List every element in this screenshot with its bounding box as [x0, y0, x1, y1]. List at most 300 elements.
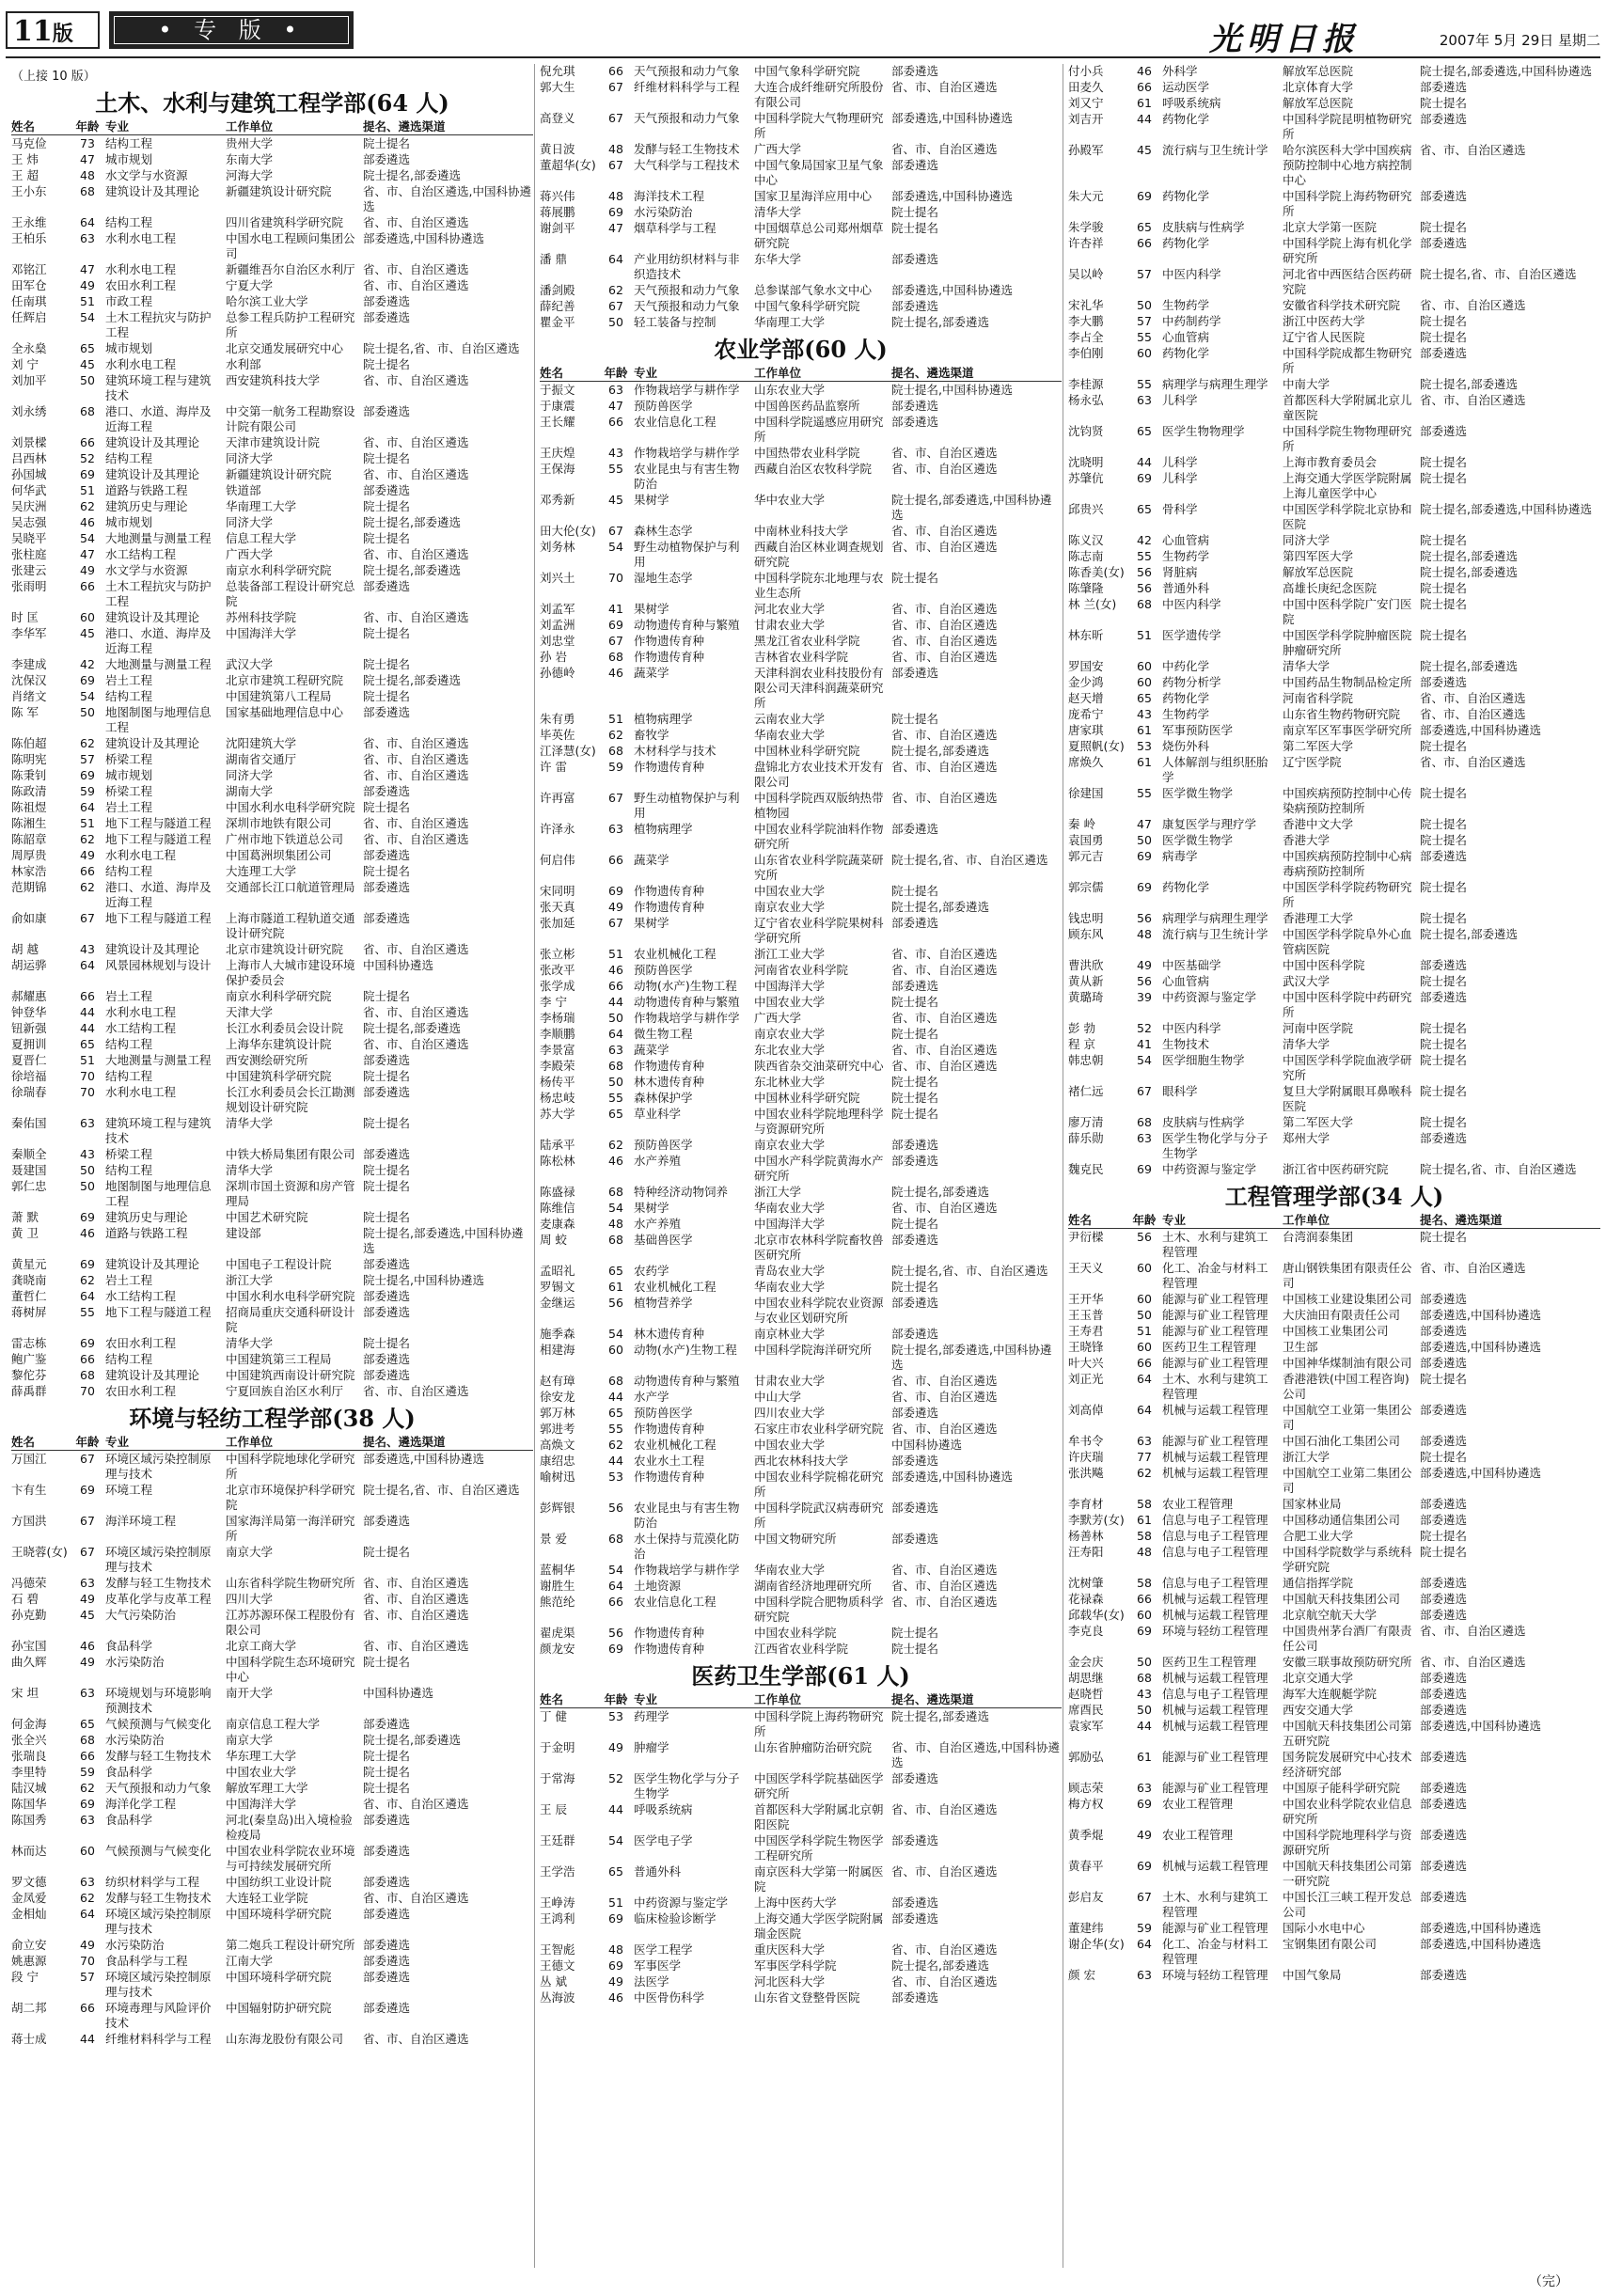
person-specialty: 药物化学: [1162, 189, 1210, 203]
table-row: [1068, 1162, 1600, 1177]
person-specialty: 皮肤病与性病学: [1162, 1115, 1245, 1129]
person-channel: 部委遴选: [891, 1454, 939, 1468]
person-specialty: 信息与电子工程管理: [1162, 1576, 1268, 1590]
person-employer: 香港港铁(中国工程咨询)公司: [1283, 1372, 1409, 1401]
person-age: 46: [80, 1639, 95, 1653]
person-channel: 院士提名: [891, 571, 939, 585]
table-row: [540, 142, 1062, 157]
person-channel: 院士提名,省、市、自治区遴选: [891, 1264, 1048, 1278]
person-channel: 部委遴选: [1420, 990, 1468, 1004]
person-channel: 中国科协遴选: [363, 1686, 434, 1700]
person-employer: 中国农业大学: [754, 1438, 826, 1452]
person-age: 51: [1137, 628, 1152, 642]
person-specialty: 医学生物化学与分子生物学: [634, 1771, 740, 1801]
person-specialty: 纺织材料学与工程: [105, 1875, 200, 1889]
person-channel: 院士提名,部委遴选: [1420, 659, 1518, 673]
person-employer: 四川农业大学: [754, 1406, 826, 1420]
person-specialty: 呼吸系统病: [634, 1802, 693, 1816]
person-name: 李杨瑞: [540, 1011, 575, 1025]
person-name: 林家浩: [11, 864, 47, 878]
person-employer: 江南大学: [226, 1954, 274, 1968]
person-age: 59: [80, 1765, 95, 1779]
person-age: 59: [608, 760, 623, 774]
person-channel: 院士提名: [363, 1163, 411, 1177]
person-channel: 部委遴选: [891, 1327, 939, 1341]
table-row: [11, 467, 533, 482]
person-name: 任辉启: [11, 310, 47, 324]
person-channel: 部委遴选,中国科协遴选: [891, 1470, 1013, 1484]
person-name: 康绍忠: [540, 1454, 575, 1468]
person-age: 64: [1137, 1937, 1152, 1951]
person-specialty: 作物栽培学与耕作学: [634, 1563, 740, 1577]
person-channel: 院士提名: [1420, 1037, 1468, 1051]
person-name: 薛禹群: [11, 1384, 47, 1398]
person-channel: 部委遴选: [1420, 1356, 1468, 1370]
table-row: [540, 158, 1062, 188]
person-name: 张天真: [540, 900, 575, 914]
person-channel: 部委遴选: [1420, 1497, 1468, 1511]
person-employer: 东南大学: [226, 152, 274, 166]
table-row: [540, 1595, 1062, 1625]
column-header: 姓名: [540, 366, 564, 380]
person-channel: 省、市、自治区遴选: [363, 816, 469, 830]
person-employer: 广西大学: [754, 142, 802, 156]
person-age: 67: [608, 791, 623, 805]
person-name: 黄春平: [1068, 1859, 1104, 1873]
person-channel: 院士提名: [363, 689, 411, 703]
person-employer: 南京信息工程大学: [226, 1717, 321, 1731]
person-age: 67: [80, 1545, 95, 1559]
person-specialty: 水产学: [634, 1390, 669, 1404]
person-employer: 中国医学科学院肿瘤医院肿瘤研究所: [1283, 628, 1412, 657]
person-employer: 山东省农业科学院蔬菜研究所: [754, 853, 884, 882]
person-specialty: 环境区域污染控制原理与技术: [105, 1970, 212, 1999]
person-employer: 第二炮兵工程设计研究所: [226, 1938, 355, 1952]
person-employer: 辽宁省人民医院: [1283, 330, 1365, 344]
person-name: 杨忠岐: [540, 1091, 575, 1105]
person-name: 李伯刚: [1068, 346, 1104, 360]
person-specialty: 眼科学: [1162, 1084, 1198, 1098]
person-name: 于振文: [540, 383, 575, 397]
person-age: 50: [1137, 1655, 1152, 1669]
person-name: 陈秉钊: [11, 768, 47, 782]
person-employer: 江西省农业科学院: [754, 1642, 849, 1656]
person-channel: 部委遴选: [1420, 1671, 1468, 1685]
person-channel: 中国科协遴选: [891, 1438, 963, 1452]
person-specialty: 医学生物物理学: [1162, 424, 1245, 438]
person-channel: 省、市、自治区遴选: [363, 832, 469, 846]
person-age: 69: [80, 673, 95, 687]
person-employer: 宁夏回族自治区水利厅: [226, 1384, 344, 1398]
table-row: [1068, 1624, 1600, 1654]
person-specialty: 湿地生态学: [634, 571, 693, 585]
section-agriculture: [540, 336, 1062, 1657]
table-row: [1068, 927, 1600, 957]
person-name: 蒋树屏: [11, 1305, 47, 1319]
person-specialty: 结构工程: [105, 864, 153, 878]
table-row: [11, 1210, 533, 1225]
person-channel: 省、市、自治区遴选: [363, 1891, 469, 1905]
person-employer: 中国农业科学院油料作物研究所: [754, 822, 884, 851]
person-channel: 院士提名: [363, 800, 411, 814]
person-name: 倪允琪: [540, 64, 575, 78]
person-age: 60: [1137, 346, 1152, 360]
person-employer: 清华大学: [226, 1116, 274, 1130]
person-age: 57: [80, 1970, 95, 1984]
person-age: 53: [608, 1709, 623, 1723]
person-name: 李默芳(女): [1068, 1513, 1125, 1527]
person-age: 69: [1137, 1797, 1152, 1811]
person-age: 60: [1137, 1608, 1152, 1622]
table-row: [11, 373, 533, 403]
person-employer: 清华大学: [226, 1163, 274, 1177]
person-channel: 院士提名,省、市、自治区遴选: [363, 1483, 520, 1497]
table-row: [11, 848, 533, 863]
person-name: 苏肇伉: [1068, 471, 1104, 485]
person-channel: 部委遴选: [1420, 1292, 1468, 1306]
person-age: 55: [1137, 786, 1152, 800]
person-specialty: 桥梁工程: [105, 784, 153, 798]
person-channel: 省、市、自治区遴选: [891, 947, 998, 961]
person-employer: 郑州大学: [1283, 1131, 1330, 1145]
table-row: [540, 1642, 1062, 1657]
person-specialty: 微生物工程: [634, 1027, 693, 1041]
table-row: [11, 404, 533, 434]
person-name: 王长耀: [540, 415, 575, 429]
person-name: 梅方权: [1068, 1797, 1104, 1811]
column-header: 姓名: [1068, 1213, 1093, 1227]
person-name: 金会庆: [1068, 1655, 1104, 1669]
person-specialty: 作物遗传育种: [634, 1626, 705, 1640]
person-specialty: 生物药学: [1162, 298, 1210, 312]
person-specialty: 医学微生物学: [1162, 833, 1234, 847]
person-age: 70: [80, 1384, 95, 1398]
person-specialty: 水文学与水资源: [105, 168, 188, 182]
person-employer: 北京航空航天大学: [1283, 1608, 1378, 1622]
person-channel: 部委遴选: [1420, 1968, 1468, 1982]
person-channel: 部委遴选: [363, 784, 411, 798]
person-age: 64: [608, 1579, 623, 1593]
person-age: 47: [80, 547, 95, 561]
table-row: [11, 136, 533, 151]
person-employer: 中国艺术研究院: [226, 1210, 308, 1224]
person-specialty: 植物营养学: [634, 1296, 693, 1310]
person-channel: 院士提名: [891, 1075, 939, 1089]
person-name: 李 宁: [540, 995, 567, 1009]
person-channel: 院士提名: [1420, 581, 1468, 595]
table-row: [540, 634, 1062, 649]
person-name: 徐安龙: [540, 1390, 575, 1404]
table-row: [11, 499, 533, 514]
person-name: 胡 越: [11, 942, 39, 956]
person-name: 黄璐琦: [1068, 990, 1104, 1004]
table-row: [540, 853, 1062, 883]
person-specialty: 康复医学与理疗学: [1162, 817, 1257, 831]
person-name: 金少鸿: [1068, 675, 1104, 689]
person-age: 66: [80, 435, 95, 449]
person-channel: 省、市、自治区遴选: [1420, 1624, 1526, 1638]
person-channel: 省、市、自治区遴选: [891, 446, 998, 460]
person-employer: 河北农业大学: [754, 602, 826, 616]
person-specialty: 流行病与卫生统计学: [1162, 927, 1268, 941]
person-employer: 河南省科学院: [1283, 691, 1354, 705]
person-age: 66: [608, 415, 623, 429]
person-channel: 部委遴选,中国科协遴选: [363, 231, 484, 245]
person-specialty: 海洋环境工程: [105, 1514, 177, 1528]
person-name: 江泽慧(女): [540, 744, 596, 758]
person-specialty: 农田水利工程: [105, 278, 177, 292]
person-employer: 宝钢集团有限公司: [1283, 1937, 1378, 1951]
person-age: 55: [608, 1091, 623, 1105]
person-name: 黄从新: [1068, 974, 1104, 988]
person-employer: 铁道部: [226, 483, 261, 497]
person-name: 施季森: [540, 1327, 575, 1341]
person-channel: 院士提名,部委遴选,中国科协遴选: [891, 493, 1052, 522]
person-specialty: 作物遗传育种: [634, 760, 705, 774]
table-row: [1068, 659, 1600, 674]
person-name: 田大伦(女): [540, 524, 596, 538]
person-name: 邓铭江: [11, 262, 47, 276]
section-environment-part2: [540, 64, 1062, 330]
table-row: [11, 262, 533, 277]
person-channel: 院士提名,部委遴选: [363, 1021, 461, 1035]
person-age: 42: [1137, 533, 1152, 547]
person-specialty: 中医内科学: [1162, 1021, 1221, 1035]
person-employer: 中国纺织工业设计院: [226, 1875, 332, 1889]
table-row: [540, 1974, 1062, 1989]
person-name: 郭进考: [540, 1422, 575, 1436]
person-age: 49: [80, 1938, 95, 1952]
person-name: 方国洪: [11, 1514, 47, 1528]
person-specialty: 纤维材料科学与工程: [105, 2032, 212, 2046]
person-specialty: 预防兽医学: [634, 963, 693, 977]
person-channel: 省、市、自治区遴选: [891, 1011, 998, 1025]
person-age: 65: [80, 1717, 95, 1731]
person-age: 41: [608, 602, 623, 616]
person-channel: 部委遴选: [891, 1833, 939, 1848]
person-specialty: 药物化学: [1162, 691, 1210, 705]
person-name: 许杏祥: [1068, 236, 1104, 250]
person-specialty: 儿科学: [1162, 471, 1198, 485]
table-row: [540, 1296, 1062, 1326]
person-name: 王永维: [11, 215, 47, 229]
person-channel: 部委遴选: [363, 1289, 411, 1303]
table-row: [11, 1592, 533, 1607]
person-employer: 中国科学院遥感应用研究所: [754, 415, 884, 444]
person-name: 夏照帆(女): [1068, 739, 1125, 753]
person-employer: 南京军区军事医学研究所: [1283, 723, 1412, 737]
person-channel: 省、市、自治区遴选: [891, 1802, 998, 1816]
person-specialty: 海洋化学工程: [105, 1797, 177, 1811]
table-row: [540, 1059, 1062, 1074]
person-name: 郭宗儒: [1068, 880, 1104, 894]
person-name: 沈树肇: [1068, 1576, 1104, 1590]
table-row: [1068, 143, 1600, 188]
person-name: 刘景樑: [11, 435, 47, 449]
person-name: 刘孟军: [540, 602, 575, 616]
person-age: 49: [608, 900, 623, 914]
person-name: 鲍广鉴: [11, 1352, 47, 1366]
person-name: 高登义: [540, 111, 575, 125]
person-employer: 同济大学: [226, 768, 274, 782]
column-header: 专业: [634, 1692, 658, 1706]
person-specialty: 岩土工程: [105, 800, 153, 814]
person-age: 54: [80, 689, 95, 703]
person-age: 48: [608, 142, 623, 156]
person-name: 许庆瑞: [1068, 1450, 1104, 1464]
person-name: 刘永绣: [11, 404, 47, 418]
person-age: 69: [1137, 1162, 1152, 1176]
person-age: 46: [608, 1154, 623, 1168]
table-row: [11, 1352, 533, 1367]
person-channel: 省、市、自治区遴选: [1420, 1261, 1526, 1275]
person-name: 王天义: [1068, 1261, 1104, 1275]
person-employer: 河南中医学院: [1283, 1021, 1354, 1035]
column-header: 提名、遴选渠道: [1420, 1213, 1503, 1227]
person-specialty: 发酵与轻工生物技术: [105, 1749, 212, 1763]
person-specialty: 道路与铁路工程: [105, 1226, 188, 1240]
person-specialty: 大地测量与测量工程: [105, 1053, 212, 1067]
person-channel: 省、市、自治区遴选: [891, 1059, 998, 1073]
person-specialty: 心血管病: [1162, 974, 1210, 988]
person-employer: 南京农业大学: [754, 1138, 826, 1152]
person-employer: 西藏自治区林业调查规划研究院: [754, 540, 884, 569]
person-specialty: 岩土工程: [105, 673, 153, 687]
person-age: 47: [608, 221, 623, 235]
person-age: 46: [608, 1990, 623, 2005]
person-age: 64: [80, 1289, 95, 1303]
person-name: 许泽永: [540, 822, 575, 836]
person-channel: 院士提名: [1420, 330, 1468, 344]
person-specialty: 农药学: [634, 1264, 669, 1278]
person-specialty: 土木、水利与建筑工程管理: [1162, 1230, 1268, 1259]
person-specialty: 普通外科: [634, 1864, 682, 1879]
table-row: [540, 1626, 1062, 1641]
person-channel: 部委遴选: [363, 705, 411, 719]
column-header: 专业: [105, 119, 130, 134]
person-specialty: 木材科学与技术: [634, 744, 716, 758]
person-channel: 部委遴选: [891, 1990, 939, 2005]
person-specialty: 作物遗传育种: [634, 650, 705, 664]
table-row: [540, 1233, 1062, 1263]
table-row: [540, 1390, 1062, 1405]
person-name: 于康震: [540, 399, 575, 413]
person-name: 俞立安: [11, 1938, 47, 1952]
person-employer: 首都医科大学附属北京儿童医院: [1283, 393, 1412, 422]
table-row: [1068, 80, 1600, 95]
person-employer: 合肥工业大学: [1283, 1529, 1354, 1543]
table-row: [540, 1264, 1062, 1279]
person-specialty: 土地资源: [634, 1579, 682, 1593]
table-row: [11, 1179, 533, 1209]
person-channel: 院士提名: [363, 1210, 411, 1224]
person-specialty: 外科学: [1162, 64, 1198, 78]
person-employer: 江苏苏源环保工程股份有限公司: [226, 1608, 355, 1637]
person-employer: 第四军医大学: [1283, 549, 1354, 563]
person-employer: 苏州科技学院: [226, 610, 297, 624]
person-specialty: 药物化学: [1162, 112, 1210, 126]
person-age: 63: [608, 822, 623, 836]
person-name: 雷志栋: [11, 1336, 47, 1350]
person-age: 66: [80, 2001, 95, 2015]
person-employer: 中国环境科学研究院: [226, 1907, 332, 1921]
table-row: [540, 1217, 1062, 1232]
table-row: [540, 1740, 1062, 1770]
person-specialty: 水产养殖: [634, 1154, 682, 1168]
person-age: 45: [80, 626, 95, 640]
table-row: [540, 963, 1062, 978]
person-age: 52: [80, 451, 95, 465]
person-age: 69: [80, 1483, 95, 1497]
person-age: 69: [80, 1257, 95, 1271]
table-row: [540, 1107, 1062, 1137]
person-specialty: 环境与轻纺工程管理: [1162, 1624, 1268, 1638]
table-row: [11, 1289, 533, 1304]
person-name: 丁 健: [540, 1709, 567, 1723]
person-employer: 甘肃农业大学: [754, 618, 826, 632]
person-channel: 部委遴选: [363, 579, 411, 593]
person-channel: 院士提名: [363, 1545, 411, 1559]
section-environment-part1: [11, 1405, 533, 2047]
person-employer: 北京体育大学: [1283, 80, 1354, 94]
table-row: [1068, 1497, 1600, 1512]
person-name: 田军仓: [11, 278, 47, 292]
table-row: [540, 666, 1062, 711]
table-row: [11, 1336, 533, 1351]
person-name: 花禄森: [1068, 1592, 1104, 1606]
person-name: 董建纬: [1068, 1921, 1104, 1935]
table-row: [540, 189, 1062, 204]
person-name: 陆承平: [540, 1138, 575, 1152]
person-age: 50: [80, 1163, 95, 1177]
page-suffix: 版: [52, 22, 73, 46]
person-name: 潘 鼎: [540, 252, 567, 266]
person-specialty: 地下工程与隧道工程: [105, 911, 212, 925]
table-row: [11, 752, 533, 767]
person-channel: 部委遴选: [363, 1085, 411, 1099]
person-name: 时 匡: [11, 610, 39, 624]
person-age: 45: [80, 357, 95, 371]
person-age: 50: [608, 315, 623, 329]
table-row: [540, 900, 1062, 915]
person-age: 57: [1137, 267, 1152, 281]
table-row: [540, 1990, 1062, 2005]
table-row: [1068, 298, 1600, 313]
table-row: [540, 1470, 1062, 1500]
person-age: 49: [1137, 958, 1152, 972]
person-specialty: 动物遗传育种与繁殖: [634, 618, 740, 632]
person-employer: 建设部: [226, 1226, 261, 1240]
person-name: 郝耀惠: [11, 989, 47, 1003]
person-channel: 省、市、自治区遴选: [891, 618, 998, 632]
person-specialty: 结构工程: [105, 1037, 153, 1051]
table-row: [11, 1021, 533, 1036]
column-header: 工作单位: [754, 366, 802, 380]
person-age: 67: [1137, 1084, 1152, 1098]
person-specialty: 能源与矿业工程管理: [1162, 1308, 1268, 1322]
person-channel: 院士提名: [1420, 1545, 1468, 1559]
person-age: 48: [608, 189, 623, 203]
person-channel: 院士提名: [1420, 1529, 1468, 1543]
person-age: 61: [1137, 723, 1152, 737]
table-row: [1068, 1703, 1600, 1718]
person-age: 68: [80, 1368, 95, 1382]
person-name: 金继运: [540, 1296, 575, 1310]
person-channel: 部委遴选: [363, 1147, 411, 1161]
column-header: 工作单位: [1283, 1213, 1330, 1227]
table-row: [1068, 1921, 1600, 1936]
person-specialty: 医药卫生工程管理: [1162, 1655, 1257, 1669]
